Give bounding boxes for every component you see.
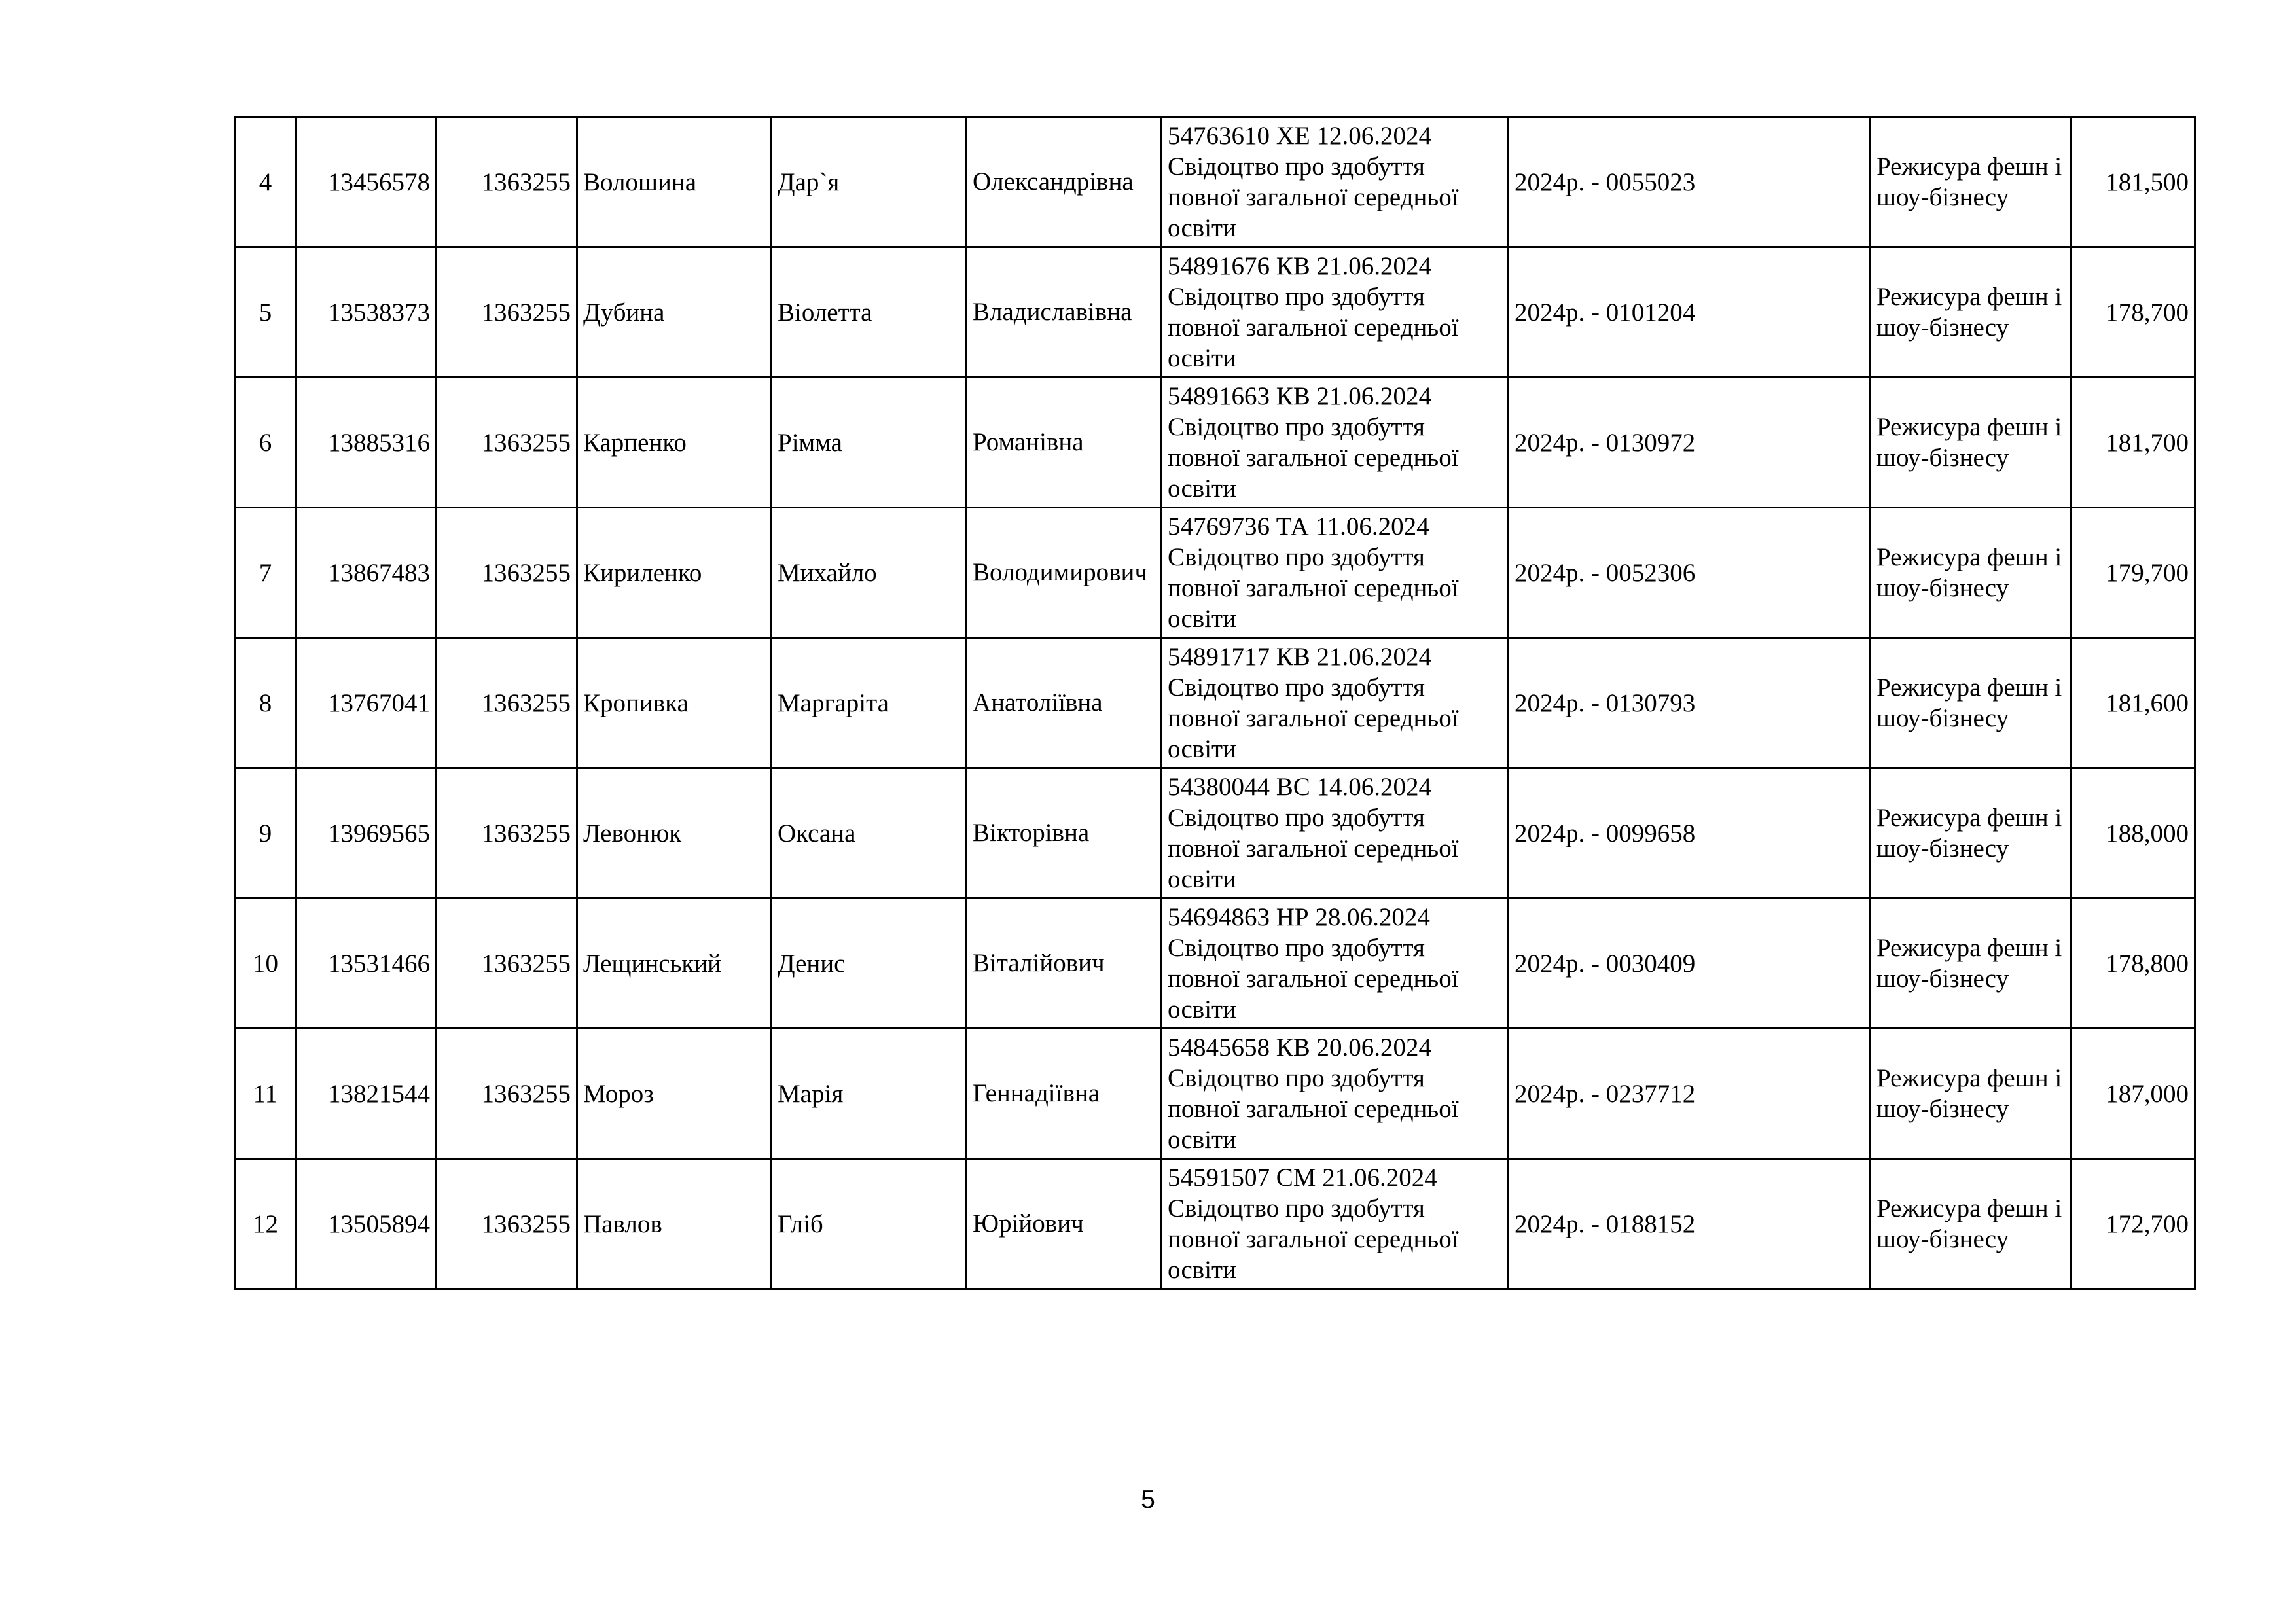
cell-patronymic: Владиславівна (967, 247, 1162, 378)
cell-surname: Кириленко (577, 508, 772, 638)
cell-application-id: 13885316 (296, 378, 437, 508)
cell-first-name: Дар`я (772, 117, 967, 247)
cell-offer-id: 1363255 (437, 117, 577, 247)
cell-score: 181,500 (2072, 117, 2195, 247)
cell-row-number: 11 (235, 1029, 296, 1159)
cell-program: Режисура фешн і шоу-бізнесу (1871, 1159, 2072, 1289)
cell-offer-id: 1363255 (437, 638, 577, 768)
cell-application-id: 13538373 (296, 247, 437, 378)
cell-certificate: 2024р. - 0188152 (1509, 1159, 1871, 1289)
cell-program: Режисура фешн і шоу-бізнесу (1871, 117, 2072, 247)
cell-surname: Лещинський (577, 899, 772, 1029)
cell-score: 188,000 (2072, 768, 2195, 899)
cell-certificate: 2024р. - 0055023 (1509, 117, 1871, 247)
cell-score: 181,700 (2072, 378, 2195, 508)
cell-offer-id: 1363255 (437, 247, 577, 378)
cell-surname: Мороз (577, 1029, 772, 1159)
cell-first-name: Михайло (772, 508, 967, 638)
table-row (235, 638, 2195, 768)
cell-program: Режисура фешн і шоу-бізнесу (1871, 508, 2072, 638)
cell-application-id: 13531466 (296, 899, 437, 1029)
page-number: 5 (1141, 1486, 1155, 1514)
cell-certificate: 2024р. - 0099658 (1509, 768, 1871, 899)
cell-first-name: Марія (772, 1029, 967, 1159)
table-row (235, 768, 2195, 899)
cell-offer-id: 1363255 (437, 378, 577, 508)
cell-certificate: 2024р. - 0030409 (1509, 899, 1871, 1029)
cell-surname: Павлов (577, 1159, 772, 1289)
cell-first-name: Гліб (772, 1159, 967, 1289)
cell-program: Режисура фешн і шоу-бізнесу (1871, 247, 2072, 378)
cell-first-name: Віолетта (772, 247, 967, 378)
cell-patronymic: Романівна (967, 378, 1162, 508)
cell-patronymic: Анатоліївна (967, 638, 1162, 768)
cell-surname: Кропивка (577, 638, 772, 768)
cell-score: 178,800 (2072, 899, 2195, 1029)
cell-score: 178,700 (2072, 247, 2195, 378)
table-row (235, 378, 2195, 508)
cell-application-id: 13969565 (296, 768, 437, 899)
cell-program: Режисура фешн і шоу-бізнесу (1871, 1029, 2072, 1159)
cell-program: Режисура фешн і шоу-бізнесу (1871, 899, 2072, 1029)
cell-patronymic: Володимирович (967, 508, 1162, 638)
cell-certificate: 2024р. - 0130793 (1509, 638, 1871, 768)
cell-score: 187,000 (2072, 1029, 2195, 1159)
cell-first-name: Денис (772, 899, 967, 1029)
cell-education-document: 54380044 ВС 14.06.2024 Свідоцтво про здобуття повної загальної середньої освіти (1162, 768, 1509, 899)
table-row (235, 1029, 2195, 1159)
cell-program: Режисура фешн і шоу-бізнесу (1871, 378, 2072, 508)
cell-education-document: 54891663 КВ 21.06.2024 Свідоцтво про здобуття повної загальної середньої освіти (1162, 378, 1509, 508)
cell-program: Режисура фешн і шоу-бізнесу (1871, 768, 2072, 899)
cell-application-id: 13867483 (296, 508, 437, 638)
cell-row-number: 5 (235, 247, 296, 378)
cell-certificate: 2024р. - 0052306 (1509, 508, 1871, 638)
cell-first-name: Рімма (772, 378, 967, 508)
applicants-table (234, 116, 2196, 1290)
cell-score: 181,600 (2072, 638, 2195, 768)
cell-row-number: 6 (235, 378, 296, 508)
cell-application-id: 13821544 (296, 1029, 437, 1159)
cell-score: 172,700 (2072, 1159, 2195, 1289)
cell-patronymic: Віталійович (967, 899, 1162, 1029)
table-row (235, 899, 2195, 1029)
cell-education-document: 54694863 НР 28.06.2024 Свідоцтво про здобуття повної загальної середньої освіти (1162, 899, 1509, 1029)
cell-application-id: 13767041 (296, 638, 437, 768)
cell-education-document: 54769736 ТА 11.06.2024 Свідоцтво про здобуття повної загальної середньої освіти (1162, 508, 1509, 638)
cell-program: Режисура фешн і шоу-бізнесу (1871, 638, 2072, 768)
cell-first-name: Оксана (772, 768, 967, 899)
cell-offer-id: 1363255 (437, 1029, 577, 1159)
cell-education-document: 54591507 СМ 21.06.2024 Свідоцтво про здобуття повної загальної середньої освіти (1162, 1159, 1509, 1289)
cell-application-id: 13456578 (296, 117, 437, 247)
table-row (235, 1159, 2195, 1289)
cell-score: 179,700 (2072, 508, 2195, 638)
cell-row-number: 8 (235, 638, 296, 768)
cell-education-document: 54891717 КВ 21.06.2024 Свідоцтво про здобуття повної загальної середньої освіти (1162, 638, 1509, 768)
cell-offer-id: 1363255 (437, 508, 577, 638)
cell-education-document: 54891676 КВ 21.06.2024 Свідоцтво про здобуття повної загальної середньої освіти (1162, 247, 1509, 378)
cell-surname: Дубина (577, 247, 772, 378)
cell-first-name: Маргаріта (772, 638, 967, 768)
cell-patronymic: Геннадіївна (967, 1029, 1162, 1159)
cell-surname: Левонюк (577, 768, 772, 899)
cell-offer-id: 1363255 (437, 1159, 577, 1289)
table-row (235, 247, 2195, 378)
cell-certificate: 2024р. - 0101204 (1509, 247, 1871, 378)
cell-education-document: 54763610 ХЕ 12.06.2024 Свідоцтво про здобуття повної загальної середньої освіти (1162, 117, 1509, 247)
table-body (235, 117, 2195, 1289)
table-row (235, 117, 2195, 247)
cell-offer-id: 1363255 (437, 768, 577, 899)
table-row (235, 508, 2195, 638)
cell-row-number: 12 (235, 1159, 296, 1289)
cell-offer-id: 1363255 (437, 899, 577, 1029)
cell-patronymic: Вікторівна (967, 768, 1162, 899)
cell-row-number: 4 (235, 117, 296, 247)
cell-certificate: 2024р. - 0130972 (1509, 378, 1871, 508)
cell-education-document: 54845658 КВ 20.06.2024 Свідоцтво про здобуття повної загальної середньої освіти (1162, 1029, 1509, 1159)
cell-row-number: 10 (235, 899, 296, 1029)
cell-application-id: 13505894 (296, 1159, 437, 1289)
cell-patronymic: Олександрівна (967, 117, 1162, 247)
cell-certificate: 2024р. - 0237712 (1509, 1029, 1871, 1159)
cell-row-number: 9 (235, 768, 296, 899)
cell-patronymic: Юрійович (967, 1159, 1162, 1289)
cell-surname: Волошина (577, 117, 772, 247)
cell-row-number: 7 (235, 508, 296, 638)
cell-surname: Карпенко (577, 378, 772, 508)
